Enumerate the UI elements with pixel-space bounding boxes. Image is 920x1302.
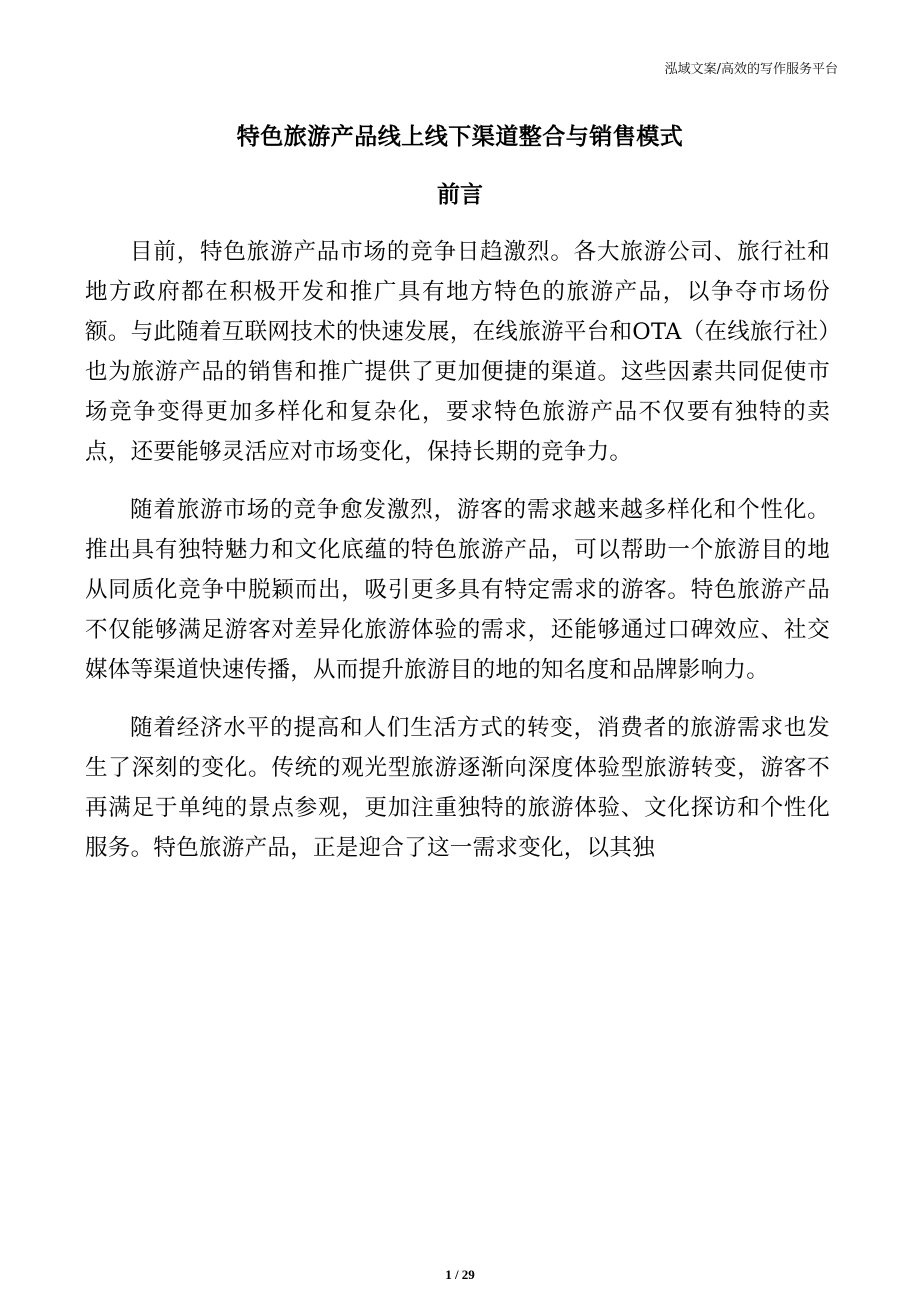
document-title: 特色旅游产品线上线下渠道整合与销售模式 — [236, 124, 684, 150]
page-number: 1 / 29 — [445, 1267, 475, 1282]
header-note: 泓域文案/高效的写作服务平台 — [664, 62, 838, 77]
body-text — [85, 232, 830, 886]
paragraph-2: 随着旅游市场的竞争愈发激烈，游客的需求越来越多样化和个性化。推出具有独特魅力和文化底蕴的特色旅游产品，可以帮助一个旅游目的地从同质化竞争中脱颖而出，吸引更多具有特定需求的游客。特色旅游产品不仅能够满足游客对差异化旅游体验的需求，还能够通过口碑效应、社交媒体等渠道快速传播，从而提升旅游目的地的知名度和品牌影响力。 — [85, 497, 830, 683]
paragraph-1: 目前，特色旅游产品市场的竞争日趋激烈。各大旅游公司、旅行社和地方政府都在积极开发和推广具有地方特色的旅游产品，以争夺市场份额。与此随着互联网技术的快速发展，在线旅游平台和OTA（在线旅行社）也为旅游产品的销售和推广提供了更加便捷的渠道。这些因素共同促使市场竞争变得更加多样化和复杂化，要求特色旅游产品不仅要有独特的卖点，还要能够灵活应对市场变化，保持长期的竞争力。 — [85, 239, 830, 465]
section-heading: 前言 — [437, 182, 483, 208]
paragraph-3: 随着经济水平的提高和人们生活方式的转变，消费者的旅游需求也发生了深刻的变化。传统的观光型旅游逐渐向深度体验型旅游转变，游客不再满足于单纯的景点参观，更加注重独特的旅游体验、文化探访和个性化服务。特色旅游产品，正是迎合了这一需求变化，以其独 — [85, 715, 830, 861]
